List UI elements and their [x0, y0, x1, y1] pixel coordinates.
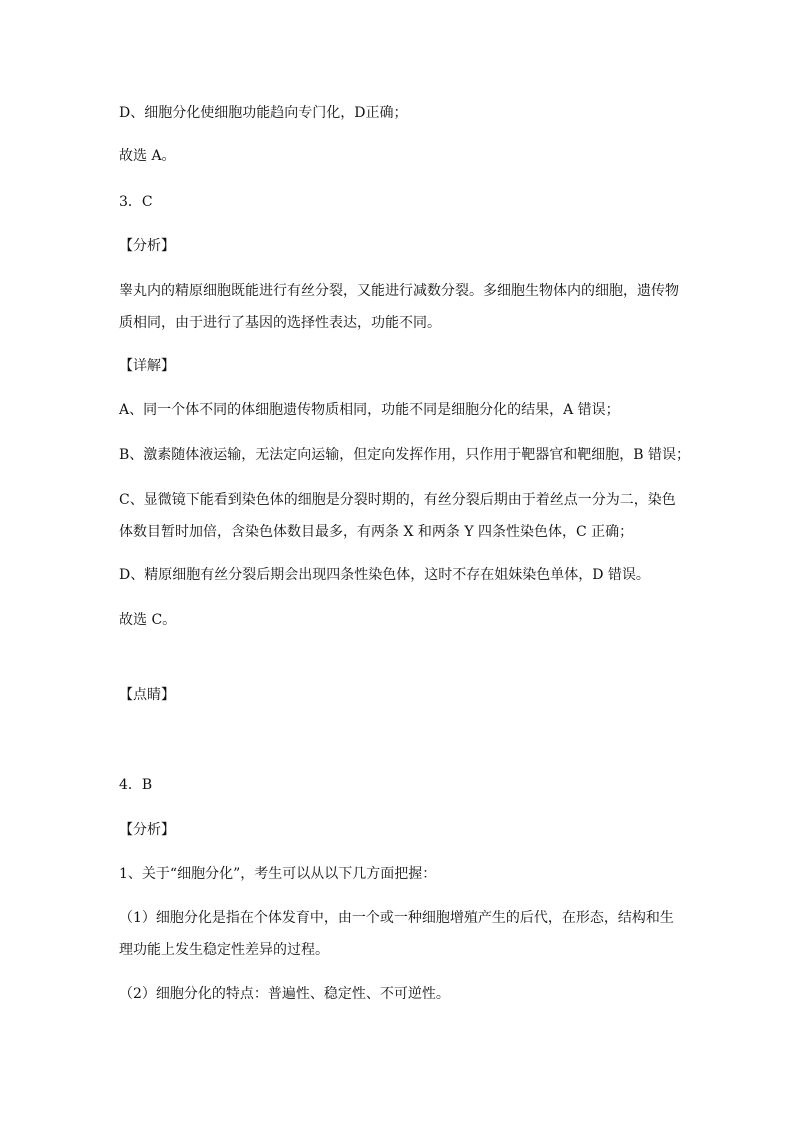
- analysis-heading-2: 【分析】: [119, 822, 175, 838]
- analysis-heading: 【分析】: [119, 238, 175, 254]
- choose-a-line: 故选 A。: [119, 148, 176, 164]
- explanation-heading: 【详解】: [119, 358, 175, 374]
- option-c-explanation-line-1: C、显微镜下能看到染色体的细胞是分裂时期的，有丝分裂后期由于着丝点一分为二，染色: [119, 492, 676, 508]
- analysis-text-line-2: 质相同，由于进行了基因的选择性表达，功能不同。: [119, 315, 441, 331]
- option-b-explanation: B、激素随体液运输，无法定向运输，但定向发挥作用，只作用于靶器官和靶细胞，B 错误；: [119, 447, 691, 463]
- cell-differentiation-intro: 1、关于“细胞分化”，考生可以从以下几方面把握：: [119, 866, 437, 882]
- definition-line-2: 理功能上发生稳定性差异的过程。: [119, 942, 329, 958]
- characteristics-line: （2）细胞分化的特点：普遍性、稳定性、不可逆性。: [119, 986, 450, 1002]
- definition-line-1: （1）细胞分化是指在个体发育中，由一个或一种细胞增殖产生的后代，在形态，结构和生: [119, 910, 674, 926]
- answer-d-line: D、细胞分化使细胞功能趋向专门化，D正确；: [119, 105, 408, 121]
- key-point-heading: 【点睛】: [119, 687, 175, 703]
- question-4-answer: 4．B: [119, 777, 153, 793]
- option-d-explanation: D、精原细胞有丝分裂后期会出现四条性染色体，这时不存在姐妹染色单体，D 错误。: [119, 567, 650, 583]
- option-c-explanation-line-2: 体数目暂时加倍，含染色体数目最多，有两条 X 和两条 Y 四条性染色体，C 正确；: [119, 524, 634, 540]
- question-3-answer: 3．C: [119, 194, 153, 210]
- choose-c-line: 故选 C。: [119, 612, 177, 628]
- option-a-explanation: A、同一个体不同的体细胞遗传物质相同，功能不同是细胞分化的结果，A 错误；: [119, 402, 620, 418]
- analysis-text-line-1: 睾丸内的精原细胞既能进行有丝分裂，又能进行减数分裂。多细胞生物体内的细胞，遗传物: [119, 283, 679, 299]
